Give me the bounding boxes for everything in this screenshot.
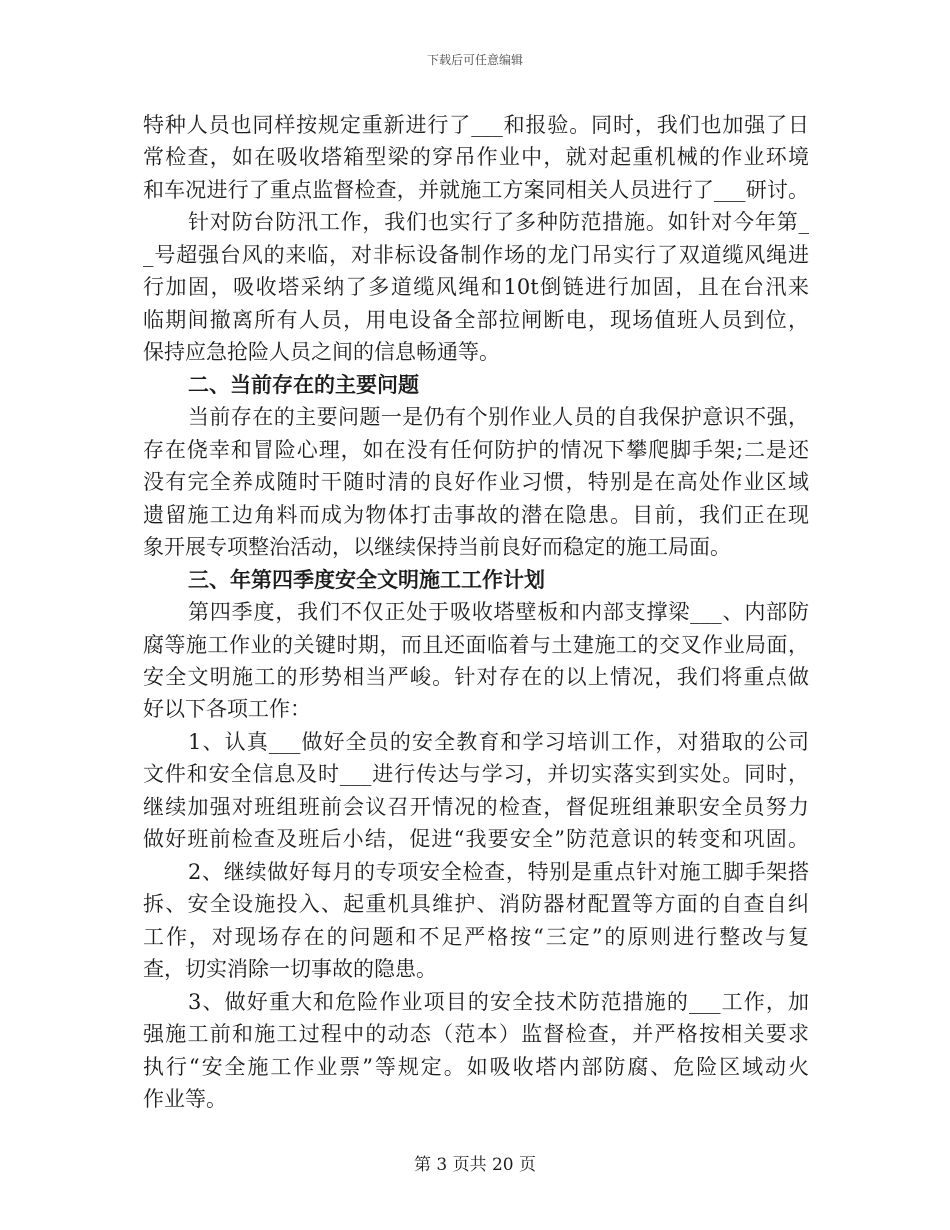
text-line: 当前存在的主要问题一是仍有个别作业人员的自我保护意识不强， [188, 405, 809, 430]
text-line: 遗留施工边角料而成为物体打击事故的潜在隐患。目前，我们正在现 [143, 502, 809, 527]
text-line: 行加固，吸收塔采纳了多道缆风绳和10t倒链进行加固，且在台汛来 [143, 275, 809, 300]
paragraph [143, 986, 809, 1116]
paragraph [143, 206, 809, 368]
text-line: 1、认真___做好全员的安全教育和学习培训工作，对猎取的公司 [188, 729, 809, 754]
paragraph [143, 596, 809, 726]
text-line: 工作，对现场存在的问题和不足严格按“三定”的原则进行整改与复 [143, 924, 809, 949]
text-line: 保持应急抢险人员之间的信息畅通等。 [143, 340, 500, 365]
section-heading: 三、年第四季度安全文明施工工作计划 [188, 566, 545, 592]
text-line: 特种人员也同样按规定重新进行了___和报验。同时，我们也加强了日 [143, 113, 809, 137]
text-line: 安全文明施工的形势相当严峻。针对存在的以上情况，我们将重点做 [143, 664, 809, 689]
text-line: 查，切实消除一切事故的隐患。 [143, 957, 437, 982]
text-line: 拆、安全设施投入、起重机具维护、消防器材配置等方面的自查自纠 [143, 892, 809, 917]
text-line: _号超强台风的来临，对非标设备制作场的龙门吊实行了双道缆风绳进 [143, 242, 809, 267]
text-line: 象开展专项整治活动，以继续保持当前良好而稳定的施工局面。 [143, 535, 731, 560]
paragraph [143, 726, 809, 856]
section-heading: 二、当前存在的主要问题 [188, 371, 419, 397]
text-line: 作业等。 [143, 1087, 227, 1112]
text-line: 执行“安全施工作业票”等规定。如吸收塔内部防腐、危险区域动火 [143, 1054, 809, 1079]
text-line: 腐等施工作业的关键时期，而且还面临着与土建施工的交叉作业局面， [143, 632, 809, 657]
text-line: 针对防台防汛工作，我们也实行了多种防范措施。如针对今年第_ [188, 210, 809, 235]
text-line: 强施工前和施工过程中的动态（范本）监督检查，并严格按相关要求 [143, 1022, 809, 1047]
text-line: 文件和安全信息及时___进行传达与学习，并切实落实到实处。同时， [143, 762, 809, 787]
text-line: 第四季度，我们不仅正处于吸收塔壁板和内部支撑梁___、内部防 [188, 600, 809, 625]
paragraph [143, 109, 809, 206]
page-header-note: 下载后可任意编辑 [426, 53, 523, 67]
text-line: 做好班前检查及班后小结，促进“我要安全”防范意识的转变和巩固。 [143, 827, 809, 852]
text-line: 继续加强对班组班前会议召开情况的检查，督促班组兼职安全员努力 [143, 794, 809, 819]
text-line: 常检查，如在吸收塔箱型梁的穿吊作业中，就对起重机械的作业环境 [143, 145, 809, 170]
text-line: 临期间撤离所有人员，用电设备全部拉闸断电，现场值班人员到位， [143, 307, 809, 332]
text-line: 3、做好重大和危险作业项目的安全技术防范措施的___工作，加 [188, 989, 809, 1014]
text-line: 没有完全养成随时干随时清的良好作业习惯，特别是在高处作业区域 [143, 470, 809, 495]
text-line: 存在侥幸和冒险心理，如在没有任何防护的情况下攀爬脚手架;二是还 [143, 437, 809, 462]
text-line: 2、继续做好每月的专项安全检查，特别是重点针对施工脚手架搭 [188, 859, 809, 884]
paragraph [143, 856, 809, 986]
page-number: 第 3 页共 20 页 [413, 1155, 537, 1175]
document-body [143, 109, 809, 1116]
text-line: 和车况进行了重点监督检查，并就施工方案同相关人员进行了___研讨。 [143, 177, 809, 202]
text-line: 好以下各项工作： [143, 697, 311, 722]
paragraph [143, 401, 809, 563]
